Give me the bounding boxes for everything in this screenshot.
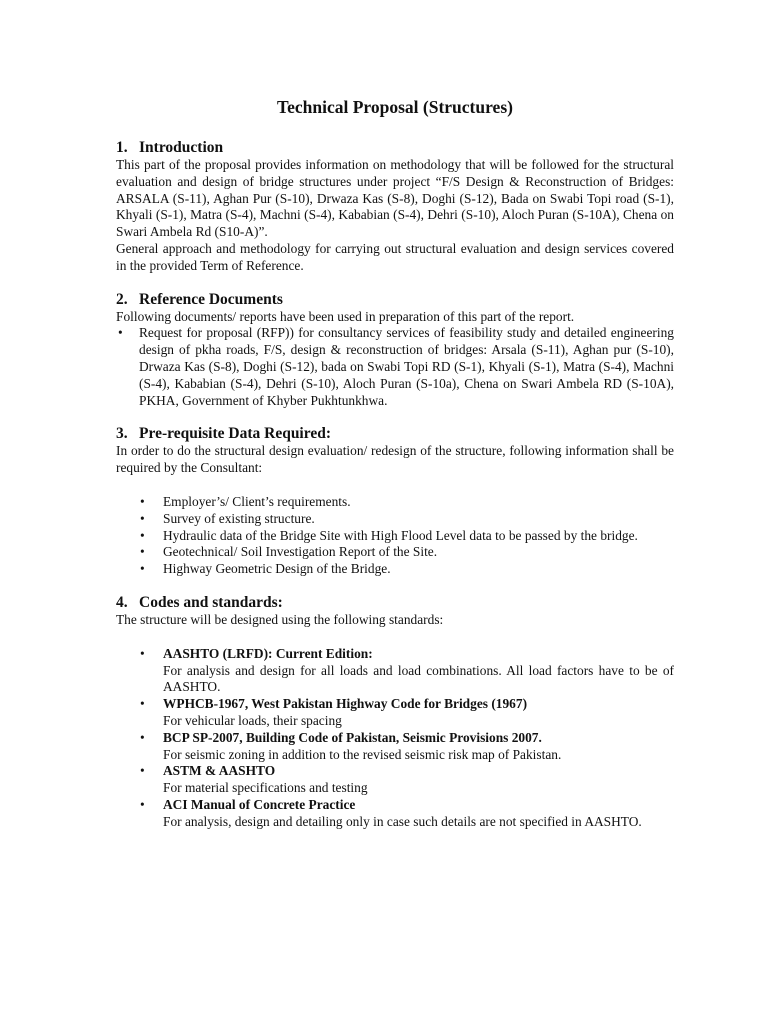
standard-name: BCP SP-2007, Building Code of Pakistan, Seismic Provisions 2007. xyxy=(163,729,542,745)
document-page xyxy=(116,96,674,846)
paragraph: In order to do the structural design evaluation/ redesign of the structure, following information shall be required by the Consultant: xyxy=(116,443,674,476)
section-heading xyxy=(116,424,674,443)
standard-item xyxy=(116,763,674,797)
list-item xyxy=(116,528,674,545)
section-title: Codes and standards: xyxy=(139,593,283,611)
bullet-icon: • xyxy=(140,763,145,779)
section-title: Pre-requisite Data Required: xyxy=(139,425,332,443)
section-title: Reference Documents xyxy=(139,290,283,308)
list-item xyxy=(116,544,674,561)
section-introduction xyxy=(116,138,674,275)
section-heading xyxy=(116,593,674,612)
bullet-icon: • xyxy=(140,645,145,661)
section-heading xyxy=(116,138,674,157)
standard-item xyxy=(116,696,674,730)
standard-description: For material specifications and testing xyxy=(163,780,368,796)
standards-list xyxy=(116,646,674,831)
paragraph: Following documents/ reports have been used in preparation of this part of the report. xyxy=(116,308,575,324)
section-number: 2. xyxy=(116,290,128,308)
standard-item xyxy=(116,797,674,831)
bullet-icon: • xyxy=(140,796,145,812)
standard-description: For seismic zoning in addition to the revised seismic risk map of Pakistan. xyxy=(163,746,562,762)
standard-name: AASHTO (LRFD): Current Edition: xyxy=(163,645,373,661)
standard-name: ACI Manual of Concrete Practice xyxy=(163,796,356,812)
bullet-icon: • xyxy=(140,729,145,745)
bullet-icon: • xyxy=(140,493,145,509)
section-codes-and-standards xyxy=(116,593,674,831)
section-reference-documents xyxy=(116,290,674,410)
list-item-text: Survey of existing structure. xyxy=(163,510,315,526)
bullet-icon: • xyxy=(140,561,145,577)
section-title: Introduction xyxy=(139,139,224,156)
list-item xyxy=(116,494,674,511)
standard-description: For vehicular loads, their spacing xyxy=(163,712,342,728)
standard-item xyxy=(116,646,674,696)
paragraph: This part of the proposal provides information on methodology that will be followed for the structural evaluation and design of bridge structures under project “F/S Design & Reconstruction of Bridges: ARSALA (S-11), Aghan Pur (S-10), Drwaza Kas (S-8), Doghi (S-12), Bada on Swabi Topi road (S-1), Khyali (S-1), Matra (S-4), Machni (S-4), Kababian (S-4), Dehri (S-10), Aloch Puran (S-10A), Chena on Swari Ambela Rd (S10-A)”. xyxy=(116,157,674,240)
bullet-icon: • xyxy=(140,527,145,543)
list-item-text: Hydraulic data of the Bridge Site with High Flood Level data to be passed by the bridge. xyxy=(163,527,638,543)
bullet-icon: • xyxy=(118,325,123,341)
standard-item xyxy=(116,730,674,764)
list-item-text: Geotechnical/ Soil Investigation Report of the Site. xyxy=(163,544,438,560)
section-number: 3. xyxy=(116,425,128,443)
standard-description: For analysis and design for all loads and load combinations. All load factors have to be of AASHTO. xyxy=(163,662,674,695)
section-number: 1. xyxy=(116,139,128,156)
list-item xyxy=(116,511,674,528)
section-number: 4. xyxy=(116,593,128,611)
bullet-list xyxy=(116,494,674,578)
document-title: Technical Proposal (Structures) xyxy=(277,97,513,117)
paragraph: The structure will be designed using the following standards: xyxy=(116,611,444,627)
list-item-text: Request for proposal (RFP)) for consultancy services of feasibility study and detailed engineering design of pkha roads, F/S, design & reconstruction of bridges: Arsala (S-11), Aghan pur (S-10), Drwaza Kas (S-8), Doghi (S-12), bada on Swabi Topi RD (S-1), Khyali (S-1), Matra (S-4), Machni (S-4), Kababian (S-4), Dehri (S-10), Aloch Puran (S-10a), Chena on Swari Ambela RD (S-10A), PKHA, Government of Khyber Pukhtunkhwa. xyxy=(139,325,674,408)
paragraph: General approach and methodology for carrying out structural evaluation and design services covered in the provided Term of Reference. xyxy=(116,240,674,273)
section-heading xyxy=(116,290,674,309)
bullet-list xyxy=(116,325,674,409)
standard-name: ASTM & AASHTO xyxy=(163,763,276,779)
list-item-text: Highway Geometric Design of the Bridge. xyxy=(163,561,391,577)
bullet-icon: • xyxy=(140,544,145,560)
standard-name: WPHCB-1967, West Pakistan Highway Code for Bridges (1967) xyxy=(163,696,528,712)
list-item xyxy=(116,325,674,409)
bullet-icon: • xyxy=(140,696,145,712)
section-prerequisite-data xyxy=(116,424,674,578)
list-item xyxy=(116,561,674,578)
standard-description: For analysis, design and detailing only in case such details are not specified in AASHTO. xyxy=(163,813,642,829)
list-item-text: Employer’s/ Client’s requirements. xyxy=(163,493,351,509)
bullet-icon: • xyxy=(140,510,145,526)
